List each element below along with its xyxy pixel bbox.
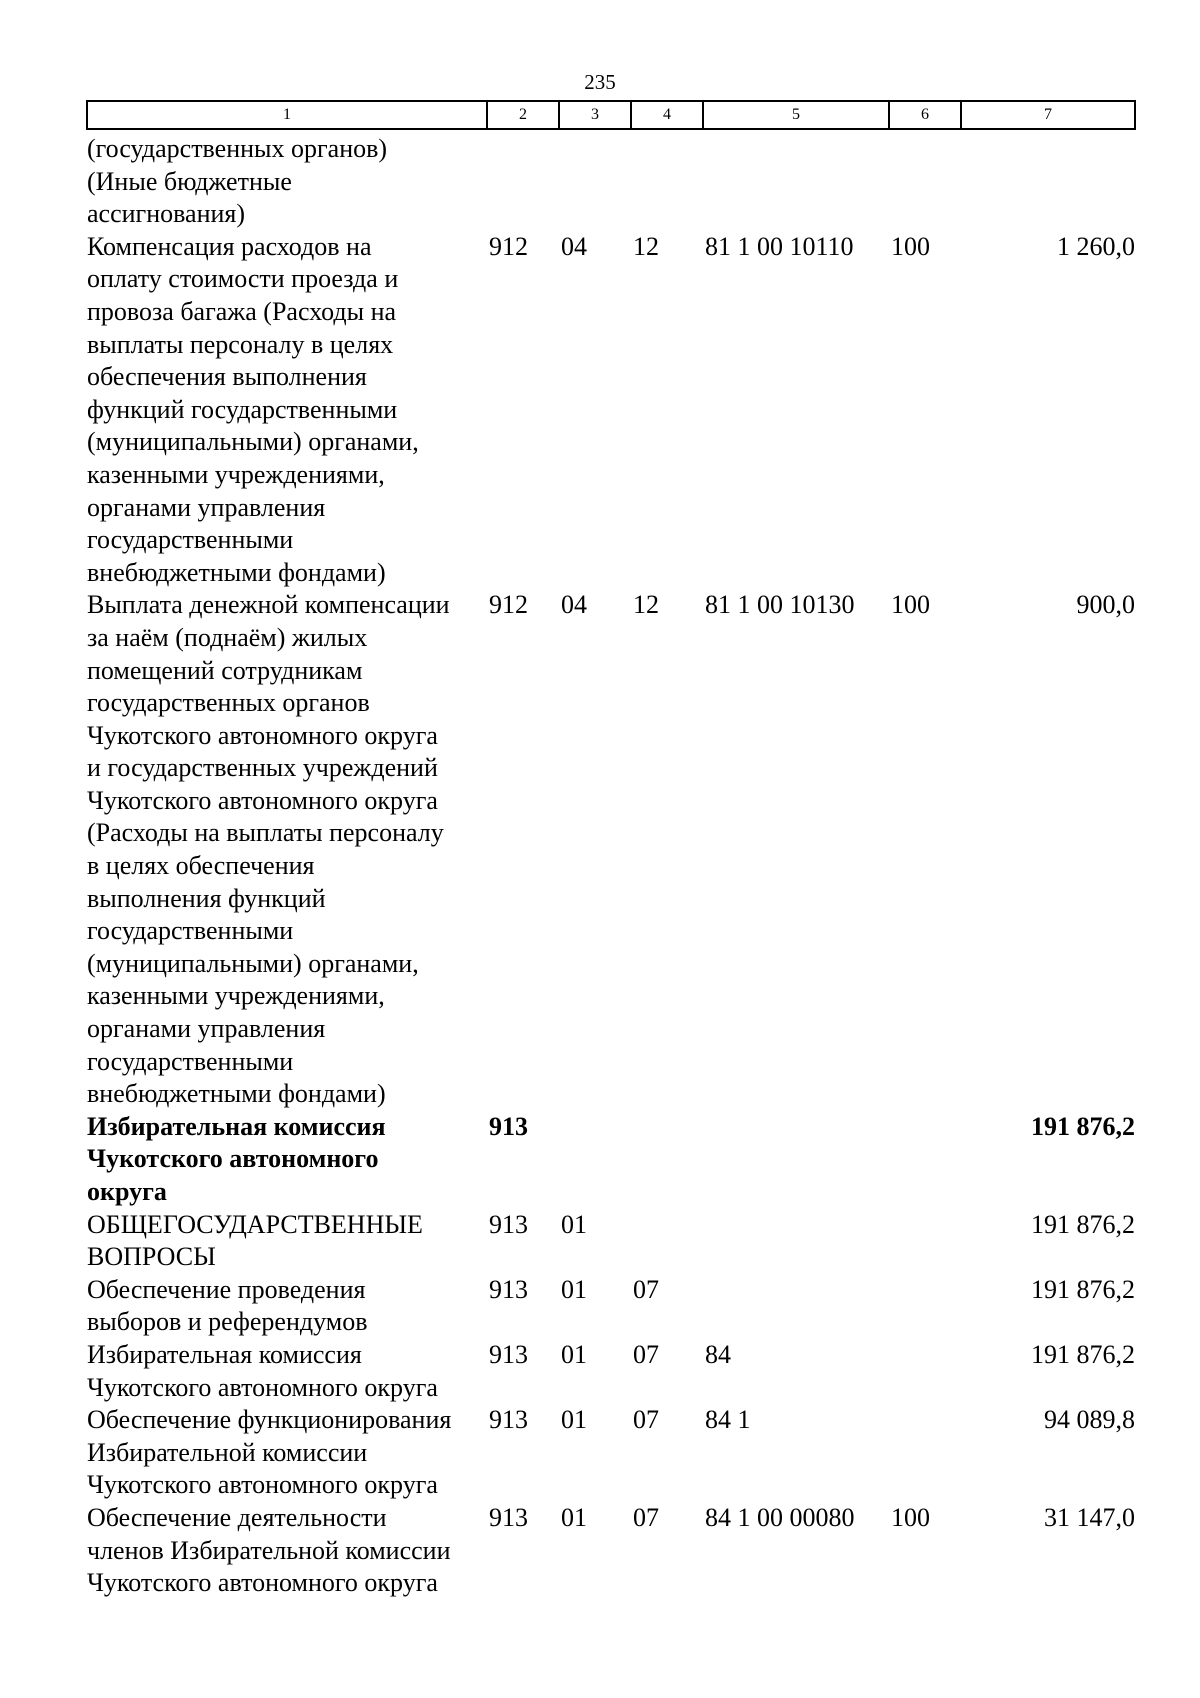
table-row bbox=[87, 1111, 1135, 1209]
row-code-3-cell: 01 bbox=[561, 1209, 587, 1239]
row-code-2-cell: 912 bbox=[489, 590, 528, 620]
row-code-6-cell: 100 bbox=[891, 1502, 930, 1532]
header-col-5: 5 bbox=[703, 101, 889, 129]
row-code-2-cell bbox=[487, 129, 559, 231]
row-code-6-cell bbox=[889, 1404, 961, 1502]
row-code-4-cell: 07 bbox=[633, 1405, 659, 1435]
row-code-4-cell bbox=[631, 1209, 703, 1274]
header-col-2: 2 bbox=[487, 101, 559, 129]
row-code-3-cell bbox=[559, 1111, 631, 1209]
table-row bbox=[87, 129, 1135, 231]
row-name-cell: Обеспечение функционирования Избирательной комиссии Чукотского автономного округа bbox=[87, 1405, 452, 1500]
row-code-3-cell: 01 bbox=[561, 1405, 587, 1435]
row-code-5-cell: 84 1 00 00080 bbox=[705, 1502, 855, 1532]
row-code-4-cell: 07 bbox=[633, 1502, 659, 1532]
row-name-cell: Обеспечение деятельности членов Избирательной комиссии Чукотского автономного округа bbox=[87, 1502, 451, 1598]
row-code-2-cell: 913 bbox=[489, 1502, 528, 1532]
table-row bbox=[87, 231, 1135, 590]
table-row bbox=[87, 1274, 1135, 1339]
row-code-2-cell: 913 bbox=[489, 1339, 528, 1369]
header-col-6: 6 bbox=[889, 101, 961, 129]
row-code-6-cell bbox=[889, 129, 961, 231]
row-name-cell: Избирательная комиссия Чукотского автономного округа bbox=[87, 1339, 438, 1402]
row-name-cell: ОБЩЕГОСУДАРСТВЕННЫЕ ВОПРОСЫ bbox=[87, 1209, 423, 1272]
table-row bbox=[87, 1209, 1135, 1274]
row-code-3-cell: 04 bbox=[561, 231, 587, 261]
row-code-2-cell: 913 bbox=[489, 1209, 528, 1239]
row-name-cell: (государственных органов) (Иные бюджетные ассигнования) bbox=[87, 134, 388, 229]
row-code-6-cell bbox=[889, 1111, 961, 1209]
header-col-4: 4 bbox=[631, 101, 703, 129]
row-name-cell: Обеспечение проведения выборов и референдумов bbox=[87, 1274, 368, 1337]
row-amount-cell: 191 876,2 bbox=[1031, 1274, 1135, 1304]
table-body bbox=[87, 129, 1135, 1600]
row-code-2-cell: 913 bbox=[489, 1111, 528, 1141]
header-col-7: 7 bbox=[961, 101, 1135, 129]
row-code-6-cell: 100 bbox=[891, 231, 930, 261]
row-code-4-cell: 07 bbox=[633, 1274, 659, 1304]
row-code-5-cell bbox=[703, 1274, 889, 1339]
budget-table bbox=[86, 100, 1136, 1600]
row-code-2-cell: 912 bbox=[489, 231, 528, 261]
header-col-1: 1 bbox=[87, 101, 487, 129]
row-code-4-cell bbox=[631, 1111, 703, 1209]
row-name-cell: Избирательная комиссия Чукотского автономного округа bbox=[87, 1111, 386, 1206]
table-row bbox=[87, 589, 1135, 1111]
row-code-4-cell: 07 bbox=[633, 1339, 659, 1369]
table-row bbox=[87, 1502, 1135, 1600]
row-code-5-cell bbox=[703, 1111, 889, 1209]
row-code-5-cell bbox=[703, 129, 889, 231]
row-code-3-cell: 01 bbox=[561, 1274, 587, 1304]
table-header bbox=[87, 101, 1135, 129]
page-number: 235 bbox=[584, 70, 616, 94]
row-code-5-cell: 81 1 00 10110 bbox=[705, 231, 854, 261]
row-code-4-cell: 12 bbox=[633, 231, 659, 261]
row-amount-cell: 94 089,8 bbox=[1044, 1405, 1135, 1435]
header-row bbox=[87, 101, 1135, 129]
row-amount-cell: 191 876,2 bbox=[1031, 1209, 1135, 1239]
table-row bbox=[87, 1404, 1135, 1502]
row-code-5-cell: 84 1 bbox=[705, 1405, 751, 1435]
row-code-6-cell bbox=[889, 1209, 961, 1274]
row-code-4-cell bbox=[631, 129, 703, 231]
table-row bbox=[87, 1339, 1135, 1404]
row-code-5-cell: 84 bbox=[705, 1339, 731, 1369]
row-amount-cell: 900,0 bbox=[1076, 590, 1135, 620]
row-code-3-cell: 01 bbox=[561, 1502, 587, 1532]
row-amount-cell: 1 260,0 bbox=[1057, 231, 1135, 261]
row-code-2-cell: 913 bbox=[489, 1405, 528, 1435]
row-name-cell: Компенсация расходов на оплату стоимости проезда и провоза багажа (Расходы на выплаты персоналу в целях обеспечения выполнения функций государственными (муниципальными) органами, казенными учреждениями, органами управления государственными внебюджетными фондами) bbox=[87, 231, 419, 587]
row-code-6-cell bbox=[889, 1274, 961, 1339]
row-code-5-cell bbox=[703, 1209, 889, 1274]
row-code-6-cell bbox=[889, 1339, 961, 1404]
row-code-2-cell: 913 bbox=[489, 1274, 528, 1304]
row-amount-cell: 191 876,2 bbox=[1031, 1111, 1135, 1141]
row-code-4-cell: 12 bbox=[633, 590, 659, 620]
row-code-6-cell: 100 bbox=[891, 590, 930, 620]
row-amount-cell: 31 147,0 bbox=[1044, 1502, 1135, 1532]
header-col-3: 3 bbox=[559, 101, 631, 129]
row-code-3-cell: 04 bbox=[561, 590, 587, 620]
row-amount-cell bbox=[961, 129, 1135, 231]
row-code-3-cell bbox=[559, 129, 631, 231]
row-name-cell: Выплата денежной компенсации за наём (поднаём) жилых помещений сотрудникам государственных органов Чукотского автономного округа и государственных учреждений Чукотского автономного округа (Расходы на выплаты персоналу в целях обеспечения выполнения функций государственными (муниципальными) органами, казенными учреждениями, органами управления государственными внебюджетными фондами) bbox=[87, 590, 450, 1109]
row-code-3-cell: 01 bbox=[561, 1339, 587, 1369]
row-code-5-cell: 81 1 00 10130 bbox=[705, 590, 855, 620]
row-amount-cell: 191 876,2 bbox=[1031, 1339, 1135, 1369]
